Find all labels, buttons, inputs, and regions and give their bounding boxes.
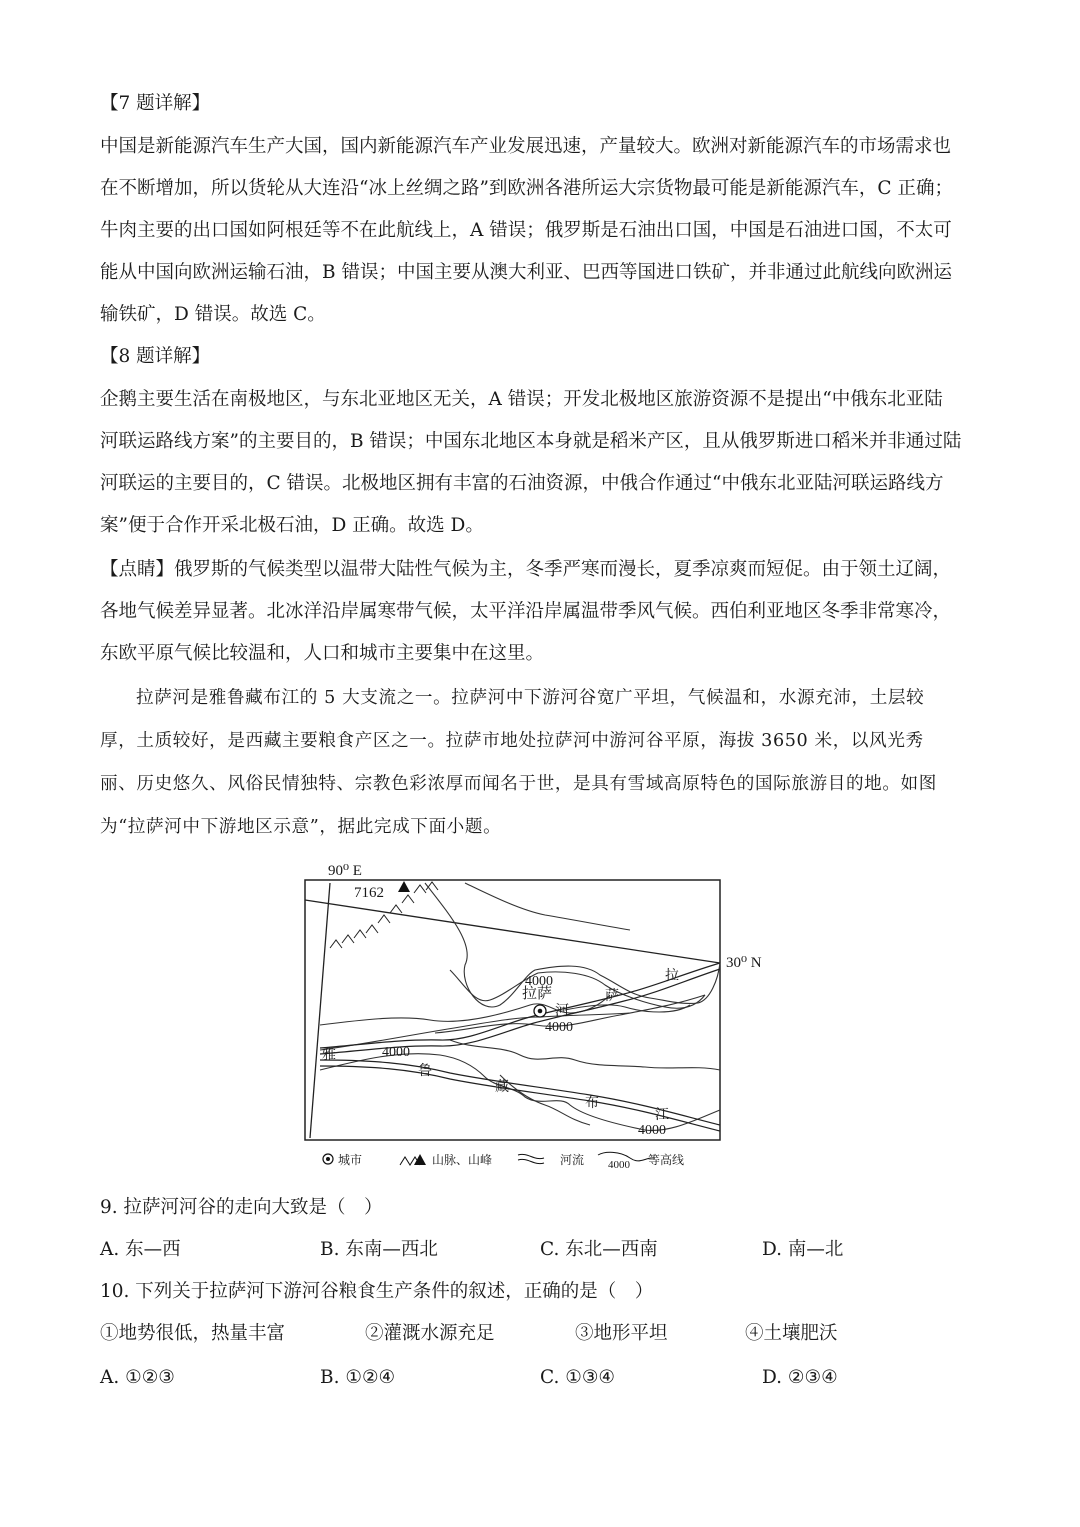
contour-label: 4000 [638, 1123, 666, 1138]
q8-line: 河联运路线方案”的主要目的，B 错误；中国东北地区本身就是稻米产区，且从俄罗斯进口稻米并非通过陆 [100, 431, 962, 452]
legend-label: 城市 [338, 1153, 363, 1167]
q9-option-d[interactable]: D. 南—北 [762, 1239, 844, 1260]
peak-label: 7162 [354, 885, 384, 901]
river2-char: 雅 [322, 1048, 336, 1063]
q9-option-b[interactable]: B. 东南—西北 [320, 1239, 438, 1260]
river-char: 河 [555, 1004, 569, 1019]
river2-char: 江 [655, 1108, 669, 1123]
contour-label: 4000 [545, 1020, 573, 1035]
q10-option-c[interactable]: C. ①③④ [540, 1367, 616, 1388]
mountain-icon [400, 1154, 426, 1165]
river2-char: 鲁 [418, 1064, 432, 1079]
lhasa-city-icon [534, 1005, 546, 1017]
map-svg [300, 855, 770, 1175]
q10-option-a[interactable]: A. ①②③ [100, 1367, 175, 1388]
river-icon [518, 1154, 544, 1163]
q10-condition: ①地势很低，热量丰富 [100, 1323, 286, 1344]
q8-line: 河联运的主要目的，C 错误。北极地区拥有丰富的石油资源，中俄合作通过“中俄东北亚陆河联运路线方 [100, 473, 944, 494]
dianjing-line: 东欧平原气候比较温和，人口和城市主要集中在这里。 [100, 643, 545, 664]
q7-line: 能从中国向欧洲运输石油，B 错误；中国主要从澳大利亚、巴西等国进口铁矿，并非通过此航线向欧洲运 [100, 262, 952, 283]
legend-contour-value: 4000 [608, 1159, 630, 1171]
latitude-label: 30⁰ N [726, 955, 762, 971]
q7-line: 牛肉主要的出口国如阿根廷等不在此航线上，A 错误；俄罗斯是石油出口国，中国是石油进口国，不太可 [100, 220, 952, 241]
q7-line: 中国是新能源汽车生产大国，国内新能源汽车产业发展迅速，产量较大。欧洲对新能源汽车的市场需求也 [100, 136, 952, 157]
longitude-line [310, 883, 330, 1138]
legend-label: 等高线 [648, 1153, 685, 1167]
q8-heading: 【8 题详解】 [100, 346, 211, 367]
q10-stem: 10. 下列关于拉萨河下游河谷粮食生产条件的叙述，正确的是（ ） [100, 1281, 654, 1302]
city-label: 拉萨 [522, 986, 553, 1002]
river2-char: 布 [585, 1096, 599, 1111]
longitude-label: 90⁰ E [328, 863, 362, 879]
q10-option-d[interactable]: D. ②③④ [762, 1367, 838, 1388]
q9-stem: 9. 拉萨河河谷的走向大致是（ ） [100, 1197, 383, 1218]
q7-line: 输铁矿，D 错误。故选 C。 [100, 304, 326, 325]
dianjing-line: 【点睛】俄罗斯的气候类型以温带大陆性气候为主，冬季严寒而漫长，夏季凉爽而短促。由于领土辽阔， [100, 559, 952, 580]
q10-condition: ②灌溉水源充足 [365, 1323, 495, 1344]
map-legend [323, 1152, 684, 1171]
legend-label: 山脉、山峰 [432, 1153, 493, 1167]
contour-label: 4000 [382, 1045, 410, 1060]
q7-heading: 【7 题详解】 [100, 93, 211, 114]
river2-char: 藏 [495, 1080, 509, 1095]
dianjing-line: 各地气候差异显著。北冰洋沿岸属寒带气候，太平洋沿岸属温带季风气候。西伯利亚地区冬季非常寒冷， [100, 601, 952, 622]
contour-label: 4000 [525, 974, 553, 989]
q8-line: 案”便于合作开采北极石油，D 正确。故选 D。 [100, 515, 484, 536]
passage-line: 丽、历史悠久、风俗民情独特、宗教色彩浓厚而闻名于世，是具有雪域高原特色的国际旅游目的地。如图 [100, 774, 937, 794]
q9-option-a[interactable]: A. 东—西 [100, 1239, 181, 1260]
legend-label: 河流 [560, 1153, 585, 1167]
peak-icon [398, 881, 410, 892]
city-icon [323, 1154, 333, 1164]
mountain-range [330, 882, 438, 948]
q9-option-c[interactable]: C. 东北—西南 [540, 1239, 658, 1260]
lhasa-river-map [300, 855, 762, 1175]
q10-condition: ③地形平坦 [575, 1323, 668, 1344]
river-char: 萨 [605, 989, 619, 1004]
q10-condition: ④土壤肥沃 [745, 1323, 838, 1344]
q8-line: 企鹅主要生活在南极地区，与东北亚地区无关，A 错误；开发北极地区旅游资源不是提出“中俄东北亚陆 [100, 389, 943, 410]
passage-line: 拉萨河是雅鲁藏布江的 5 大支流之一。拉萨河中下游河谷宽广平坦，气候温和，水源充沛，土层较 [136, 688, 925, 708]
q7-line: 在不断增加，所以货轮从大连沿“冰上丝绸之路”到欧洲各港所运大宗货物最可能是新能源汽车，C 正确； [100, 178, 953, 199]
passage-line: 为“拉萨河中下游地区示意”，据此完成下面小题。 [100, 817, 502, 837]
q10-option-b[interactable]: B. ①②④ [320, 1367, 396, 1388]
river-char: 拉 [665, 969, 679, 984]
passage-line: 厚，土质较好，是西藏主要粮食产区之一。拉萨市地处拉萨河中游河谷平原，海拔 3650 米，以风光秀 [100, 731, 924, 751]
contour-icon [598, 1152, 655, 1171]
